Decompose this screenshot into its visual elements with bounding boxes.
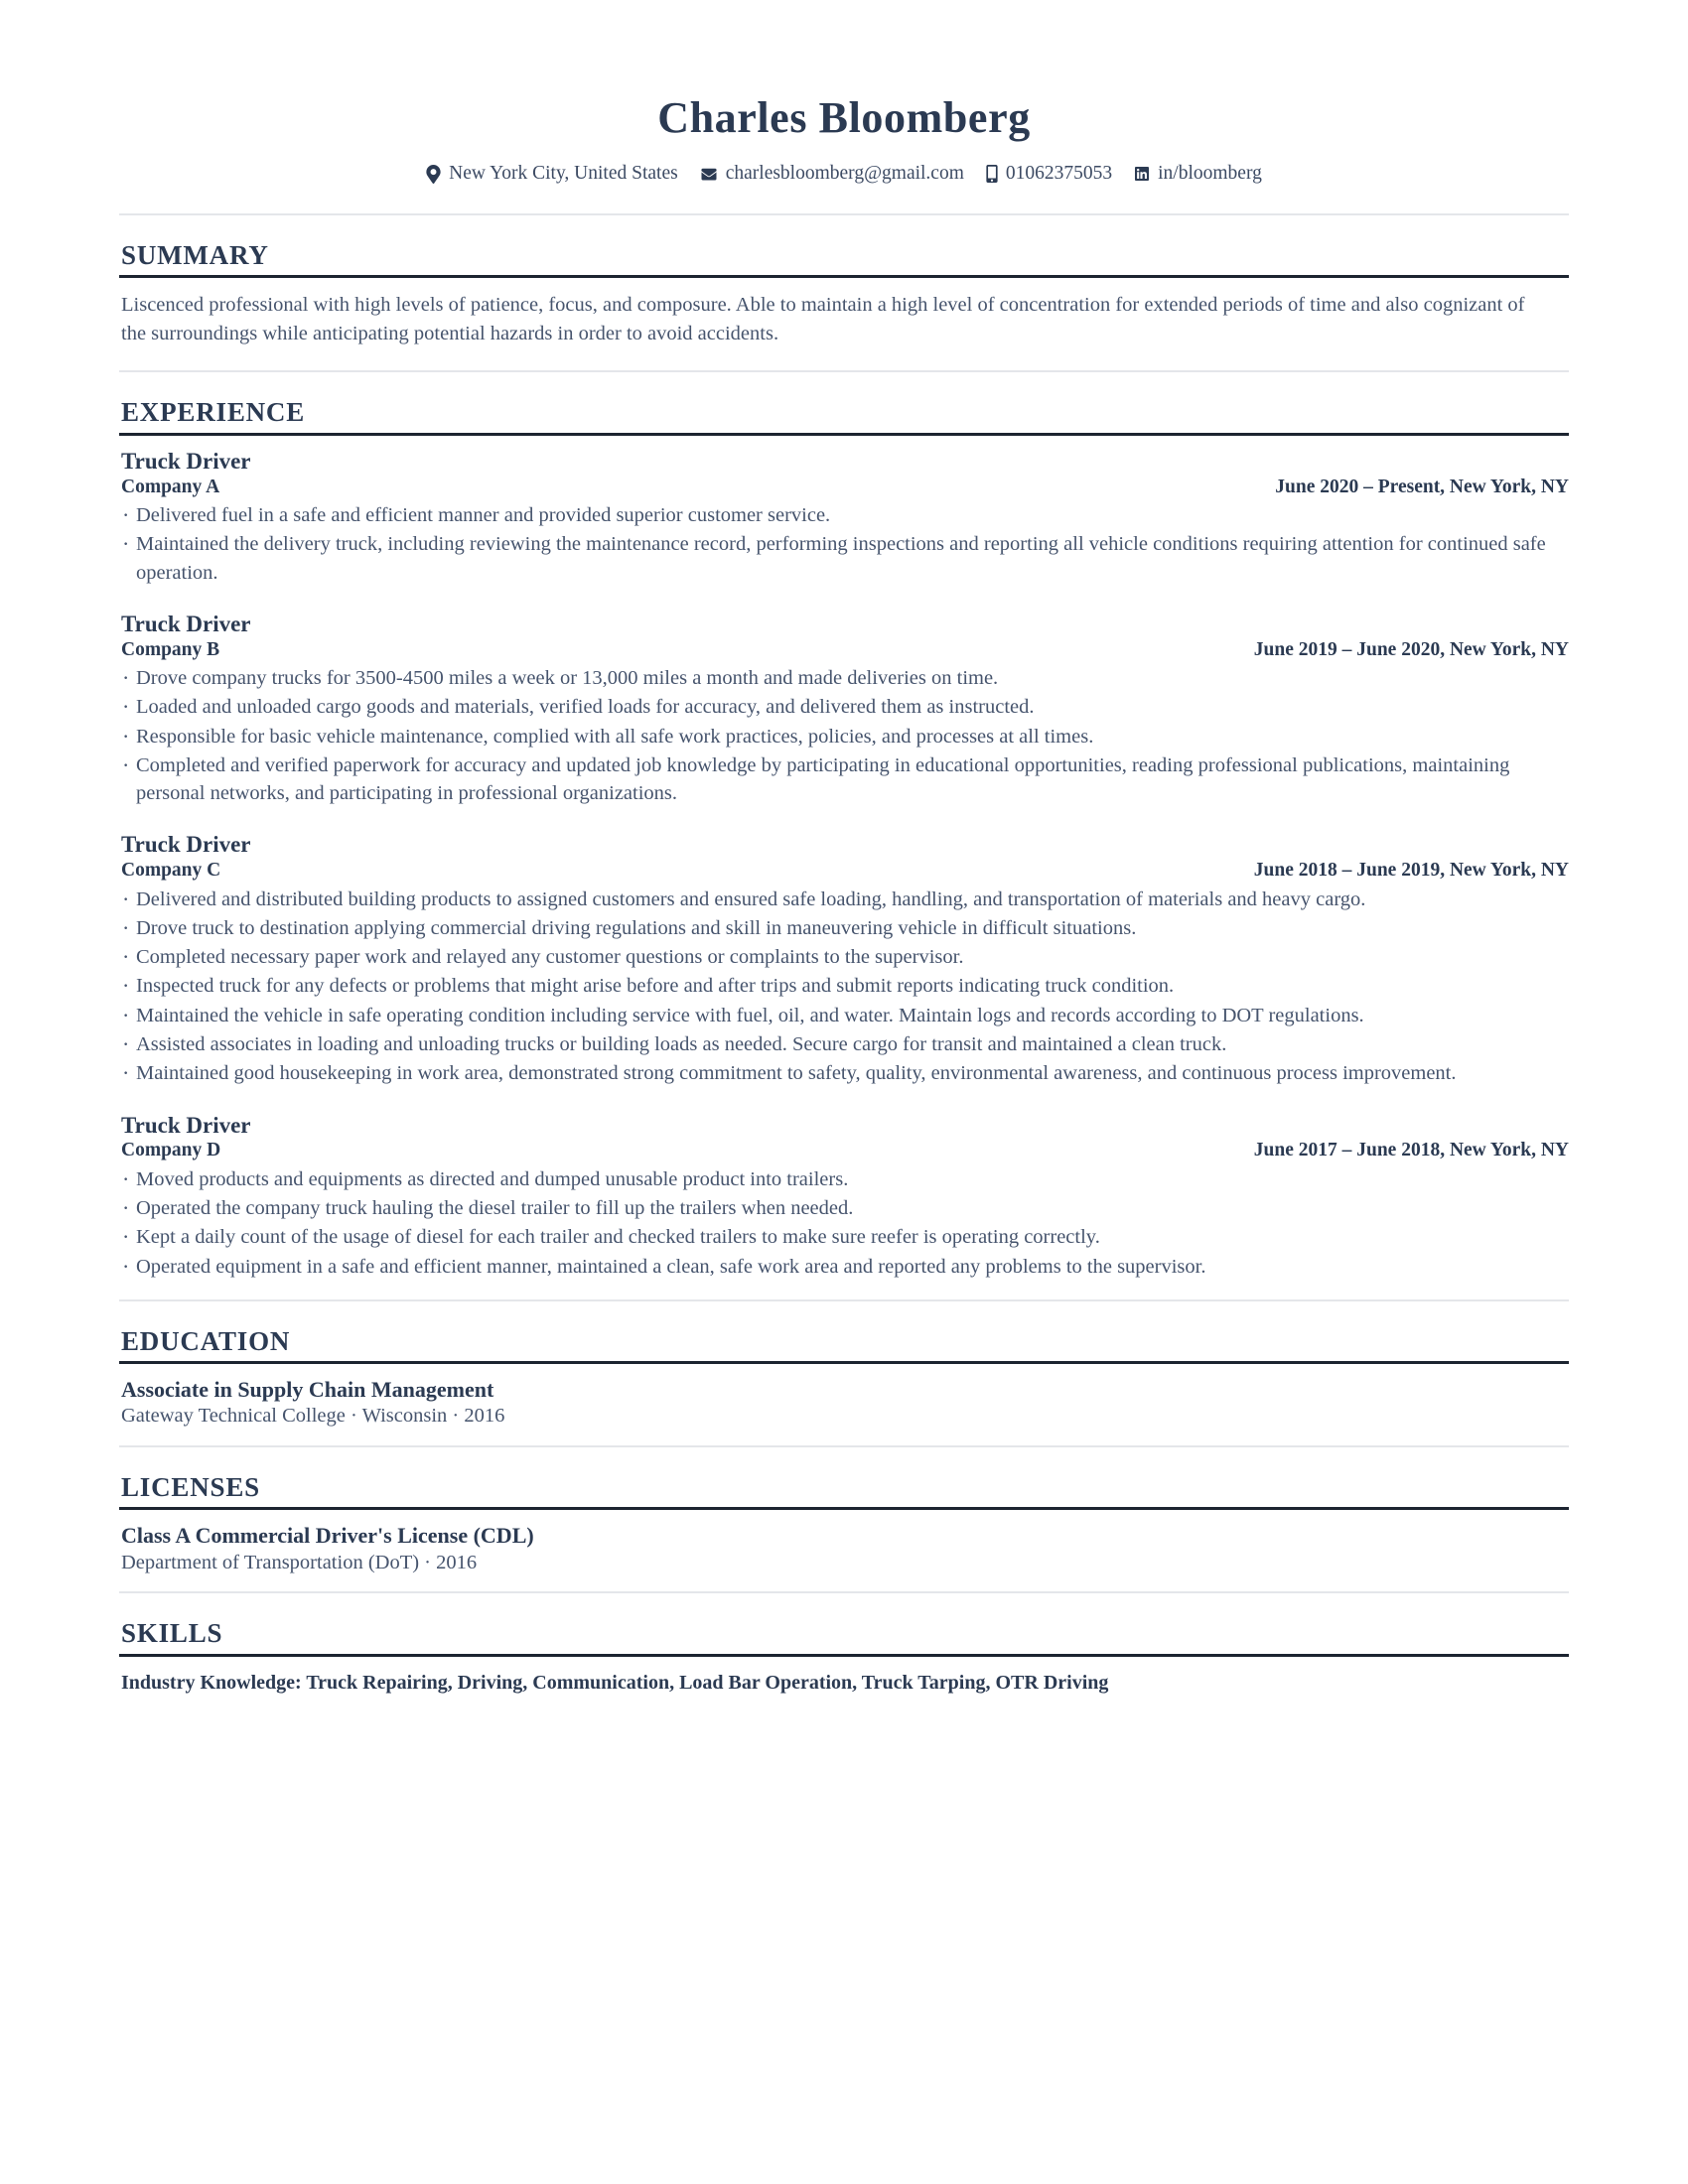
education-degree: Associate in Supply Chain Management [121, 1377, 494, 1403]
linkedin-icon [1134, 166, 1150, 182]
job-meta [121, 1140, 1569, 1161]
job-bullets [119, 886, 1569, 1088]
experience-heading-rule [119, 433, 1569, 436]
experience-entry [119, 1113, 1569, 1281]
envelope-icon [700, 167, 718, 182]
license-entry [119, 1523, 1569, 1575]
job-bullets [119, 501, 1569, 587]
job-company: Company D [121, 1140, 221, 1161]
skills-heading-rule [119, 1654, 1569, 1657]
job-meta [121, 860, 1569, 882]
job-meta [121, 639, 1569, 661]
job-bullet: · Maintained good housekeeping in work area, demonstrated strong commitment to safety, quality, environmental awareness, and continuous process improvement. [121, 1059, 1566, 1087]
job-title: Truck Driver [121, 611, 251, 636]
job-bullet: · Moved products and equipments as directed and dumped unusable product into trailers. [121, 1165, 1566, 1193]
education-heading-rule [119, 1361, 1569, 1364]
job-title: Truck Driver [121, 448, 251, 474]
education-heading: EDUCATION [121, 1325, 291, 1356]
job-title: Truck Driver [121, 1112, 251, 1138]
license-name: Class A Commercial Driver's License (CDL) [121, 1523, 534, 1549]
contact-email[interactable] [700, 164, 964, 184]
experience-entry [119, 612, 1569, 808]
license-details: Department of Transportation (DoT) · 2016 [121, 1551, 478, 1573]
job-bullet: · Completed and verified paperwork for accuracy and updated job knowledge by participating in educational opportunities, reading professional publications, maintaining personal networks, and participating in professional organizations. [121, 751, 1566, 808]
job-bullet: · Drove company trucks for 3500-4500 miles a week or 13,000 miles a month and made deliveries on time. [121, 664, 1566, 692]
contact-linkedin-text: in/bloomberg [1158, 163, 1262, 185]
job-bullet: · Maintained the vehicle in safe operating condition including service with fuel, oil, and water. Maintain logs and records according to DOT regulations. [121, 1002, 1566, 1029]
contact-phone-text: 01062375053 [1005, 163, 1113, 185]
job-bullet: · Delivered fuel in a safe and efficient manner and provided superior customer service. [121, 501, 1566, 529]
summary-heading-rule [119, 275, 1569, 278]
job-bullet: · Drove truck to destination applying commercial driving regulations and skill in maneuvering vehicle in difficult situations. [121, 914, 1566, 942]
contact-phone[interactable] [986, 164, 1112, 184]
summary-text: Liscenced professional with high levels of patience, focus, and composure. Able to maintain a high level of concentration for extended periods of time and also cognizant of the surroundings while anticipating potential hazards in order to avoid accidents. [121, 294, 1525, 345]
resume-header [119, 94, 1569, 184]
job-title: Truck Driver [121, 832, 251, 858]
job-bullet: · Operated equipment in a safe and efficient manner, maintained a clean, safe work area and reported any problems to the supervisor. [121, 1253, 1566, 1281]
job-dates-location: June 2017 – June 2018, New York, NY [1253, 1140, 1569, 1161]
job-dates-location: June 2019 – June 2020, New York, NY [1253, 638, 1569, 660]
job-bullet: · Loaded and unloaded cargo goods and materials, verified loads for accuracy, and delivered them as instructed. [121, 693, 1566, 721]
job-bullet: · Maintained the delivery truck, including reviewing the maintenance record, performing inspections and reporting all vehicle conditions requiring attention for continued safe operation. [121, 530, 1566, 587]
contact-linkedin[interactable] [1134, 164, 1262, 184]
job-bullet: · Responsible for basic vehicle maintenance, complied with all safe work practices, policies, and processes at all times. [121, 723, 1566, 751]
education-details: Gateway Technical College · Wisconsin · 2016 [121, 1405, 505, 1428]
job-dates-location: June 2018 – June 2019, New York, NY [1253, 860, 1569, 882]
experience-entry [119, 832, 1569, 1087]
job-bullet: · Delivered and distributed building products to assigned customers and ensured safe loading, handling, and transportation of materials and heavy cargo. [121, 886, 1566, 913]
contact-location-text: New York City, United States [449, 163, 678, 185]
experience-heading: EXPERIENCE [121, 397, 306, 428]
licenses-heading: LICENSES [121, 1472, 260, 1503]
contact-email-text: charlesbloomberg@gmail.com [725, 163, 964, 185]
job-bullet: · Operated the company truck hauling the diesel trailer to fill up the trailers when needed. [121, 1194, 1566, 1222]
summary-heading: SUMMARY [121, 239, 269, 270]
licenses-heading-rule [119, 1507, 1569, 1510]
job-bullet: · Completed necessary paper work and relayed any customer questions or complaints to the supervisor. [121, 943, 1566, 971]
location-pin-icon [426, 165, 441, 184]
section-summary [119, 215, 1569, 349]
section-education [119, 1301, 1569, 1430]
experience-entry [119, 449, 1569, 587]
job-bullets [119, 1165, 1569, 1281]
job-bullet: · Kept a daily count of the usage of diesel for each trailer and checked trailers to make sure reefer is operating correctly. [121, 1223, 1566, 1251]
job-company: Company C [121, 860, 221, 882]
job-dates-location: June 2020 – Present, New York, NY [1275, 476, 1569, 497]
contact-location [426, 164, 678, 184]
job-bullet: · Inspected truck for any defects or problems that might arise before and after trips and submit reports indicating truck condition. [121, 972, 1566, 1000]
candidate-name: Charles Bloomberg [657, 93, 1031, 142]
job-meta [121, 477, 1569, 498]
job-bullets [119, 664, 1569, 807]
section-licenses [119, 1447, 1569, 1575]
education-entry [119, 1377, 1569, 1430]
contact-row [119, 164, 1569, 184]
job-company: Company A [121, 476, 220, 497]
section-skills [119, 1593, 1569, 1696]
skills-heading: SKILLS [121, 1618, 223, 1649]
mobile-phone-icon [986, 165, 998, 183]
skills-list: Industry Knowledge: Truck Repairing, Driving, Communication, Load Bar Operation, Truck Tarping, OTR Driving [121, 1671, 1109, 1694]
section-experience [119, 372, 1569, 1280]
job-bullet: · Assisted associates in loading and unloading trucks or building loads as needed. Secure cargo for transit and maintained a clean truck. [121, 1030, 1566, 1058]
job-company: Company B [121, 638, 220, 660]
